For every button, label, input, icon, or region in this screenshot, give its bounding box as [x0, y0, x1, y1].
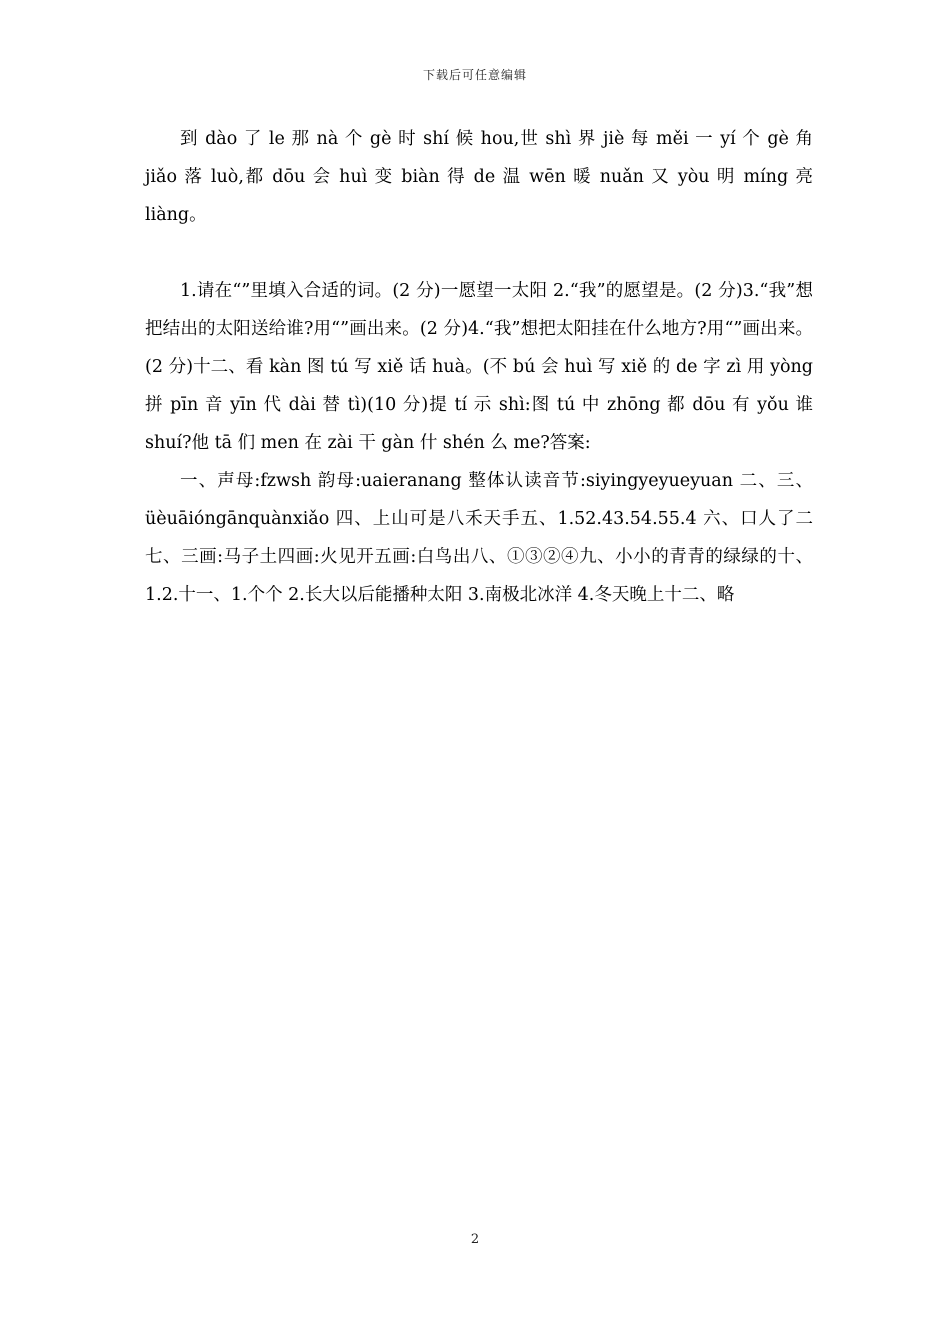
document-body	[145, 120, 813, 614]
paragraph-questions: 1.请在“”里填入合适的词。(2 分)一愿望一太阳 2.“我”的愿望是。(2 分)3.“我”想把结出的太阳送给谁?用“”画出来。(2 分)4.“我”想把太阳挂在什么地方?用“”画出来。(2 分)十二、看 kàn 图 tú 写 xiě 话 huà。(不 bú 会 huì 写 xiě 的 de 字 zì 用 yòng 拼 pīn 音 yīn 代 dài 替 tì)(10 分)提 tí 示 shì:图 tú 中 zhōng 都 dōu 有 yǒu 谁 shuí?他 tā 们 men 在 zài 干 gàn 什 shén 么 me?答案:	[145, 281, 813, 453]
page-header: 下载后可任意编辑	[422, 68, 527, 82]
paragraph-answers: 一、声母:fzwsh 韵母:uaieranang 整体认读音节:siyingyeyueyuan 二、三、üèuāióngānquànxiǎo 四、上山可是八禾天手五、1.52.43.54.55.4 六、口人了二七、三画:马子土四画:火见开五画:白鸟出八、①③②④九、小小的青青的绿绿的十、1.2.十一、1.个个 2.长大以后能播种太阳 3.南极北冰洋 4.冬天晚上十二、略	[145, 471, 813, 605]
paragraph-spacer	[145, 234, 813, 272]
page-number: 2	[470, 1232, 480, 1247]
paragraph-story-ending: 到 dào 了 le 那 nà 个 gè 时 shí 候 hou,世 shì 界 jiè 每 měi 一 yí 个 gè 角 jiǎo 落 luò,都 dōu 会 huì 变 biàn 得 de 温 wēn 暖 nuǎn 又 yòu 明 míng 亮 liàng。	[145, 129, 813, 225]
